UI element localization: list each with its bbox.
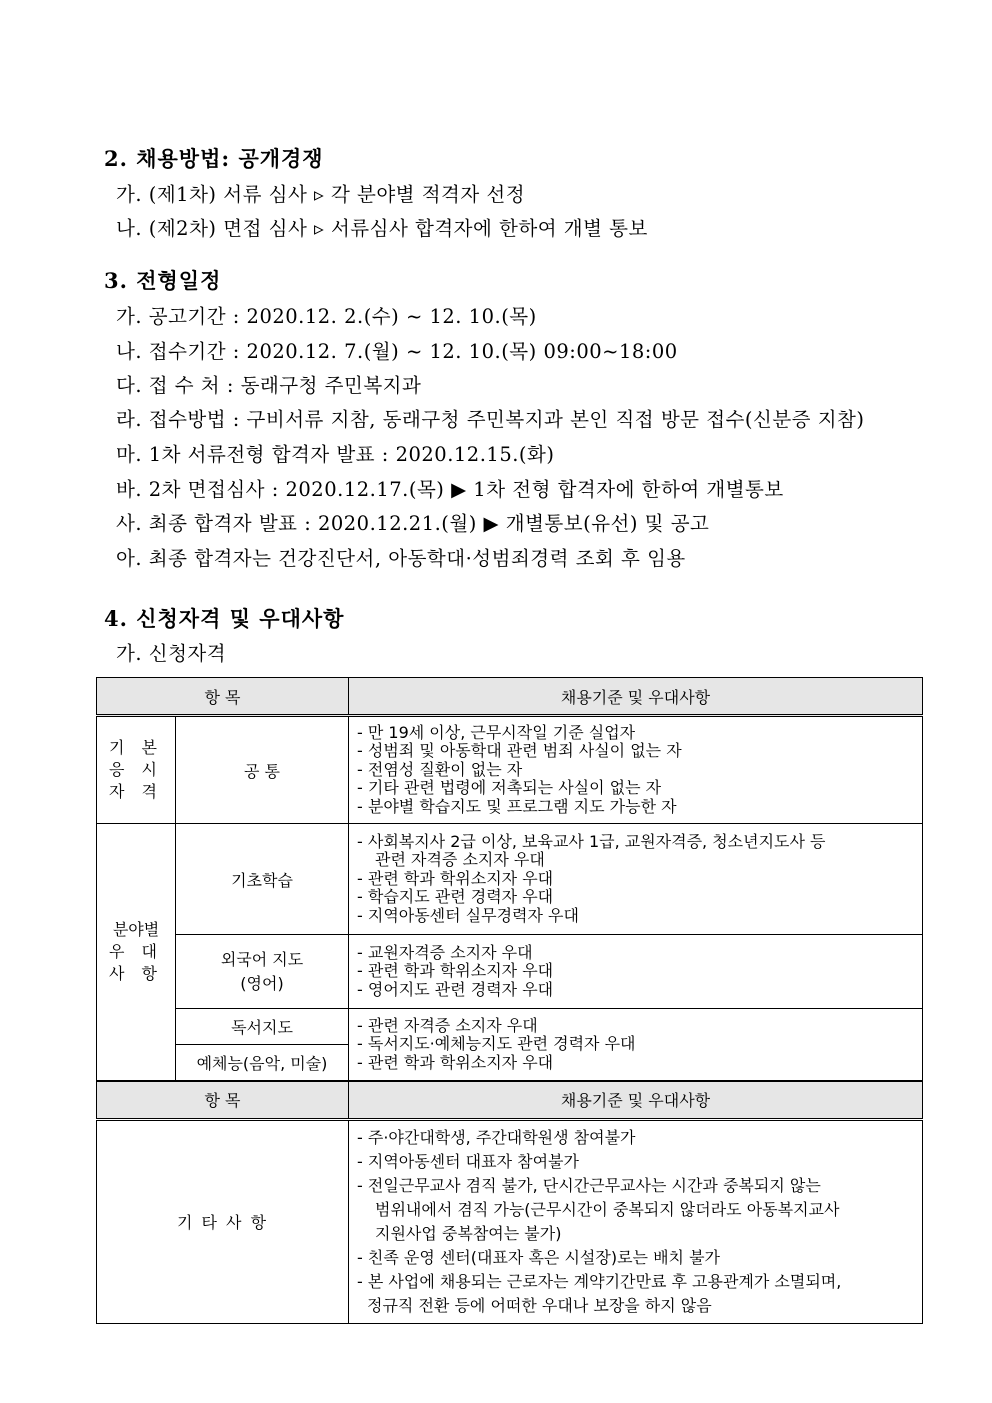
pref-items-reading-arts [349, 1009, 923, 1081]
table-row-etc [97, 1119, 923, 1323]
pref-sub-foreign-language [176, 935, 349, 1009]
section-3-line-1: 가. 공고기간 : 2020.12. 2.(수) ~ 12. 10.(목) [116, 305, 537, 328]
list-item: - 관련 자격증 소지자 우대 [357, 1015, 538, 1035]
section-3-line-8: 아. 최종 합격자는 건강진단서, 아동학대·성범죄경력 조회 후 임용 [116, 547, 686, 570]
list-item: - 지역아동센터 대표자 참여불가 [357, 1151, 579, 1171]
list-item: 정규직 전환 등에 어떠한 우대나 보장을 하지 않음 [367, 1295, 712, 1315]
pref-items-basic-learning [349, 824, 923, 935]
table-header-row [97, 678, 923, 716]
table-row-basic-learning [97, 824, 923, 935]
pref-items-foreign-language [349, 935, 923, 1009]
etc-items-cell [349, 1119, 923, 1323]
section-3-line-2: 나. 접수기간 : 2020.12. 7.(월) ~ 12. 10.(목) 09:00~18:00 [116, 340, 678, 363]
header-criteria-2: 채용기준 및 우대사항 [349, 1081, 923, 1120]
qualification-table [96, 677, 923, 1324]
pref-category-line: 사 항 [109, 963, 163, 983]
list-item: - 영어지도 관련 경력자 우대 [357, 979, 554, 999]
list-item: - 기타 관련 법령에 저촉되는 사실이 없는 자 [357, 778, 662, 798]
etc-category-cell: 기 타 사 항 [97, 1119, 349, 1323]
list-item: - 분야별 학습지도 및 프로그램 지도 가능한 자 [357, 796, 677, 816]
basic-category-line: 자 격 [109, 782, 163, 801]
header-criteria: 채용기준 및 우대사항 [349, 678, 923, 716]
basic-category-line: 기 본 [109, 738, 163, 757]
list-item: - 전염성 질환이 없는 자 [357, 759, 523, 779]
list-item: - 학습지도 관련 경력자 우대 [357, 887, 554, 907]
section-2-heading: 2. 채용방법: 공개경쟁 [104, 146, 324, 171]
pref-sub-reading: 독서지도 [176, 1009, 349, 1045]
header-item: 항 목 [97, 678, 349, 716]
list-item: 지원사업 중복참여는 불가) [375, 1223, 562, 1243]
sub-label-line: 외국어 지도 [220, 949, 304, 969]
section-3-line-6: 바. 2차 면접심사 : 2020.12.17.(목) ▶ 1차 전형 합격자에 한하여 개별통보 [116, 478, 784, 501]
list-item: - 교원자격증 소지자 우대 [357, 942, 533, 962]
pref-category-line: 분야별 [112, 919, 160, 939]
table-header-row-2 [97, 1081, 923, 1120]
pref-category-line: 우 대 [109, 941, 163, 961]
basic-items-cell [349, 716, 923, 824]
list-item: - 친족 운영 센터(대표자 혹은 시설장)로는 배치 불가 [357, 1247, 720, 1267]
basic-category-cell [97, 716, 176, 824]
list-item: - 전일근무교사 겸직 불가, 단시간근무교사는 시간과 중복되지 않는 [357, 1175, 821, 1195]
section-2-line-2: 나. (제2차) 면접 심사 ▹ 서류심사 합격자에 한하여 개별 통보 [116, 217, 648, 240]
list-item: - 관련 학과 학위소지자 우대 [357, 868, 554, 888]
list-item: - 만 19세 이상, 근무시작일 기준 실업자 [357, 722, 636, 742]
section-3-line-5: 마. 1차 서류전형 합격자 발표 : 2020.12.15.(화) [116, 443, 555, 466]
pref-sub-arts: 예체능(음악, 미술) [176, 1045, 349, 1081]
list-item: - 지역아동센터 실무경력자 우대 [357, 905, 579, 925]
table-row-basic [97, 716, 923, 824]
list-item: - 관련 학과 학위소지자 우대 [357, 1052, 554, 1072]
table-row-reading [97, 1009, 923, 1045]
list-item: - 주·야간대학생, 주간대학원생 참여불가 [357, 1127, 636, 1147]
list-item: - 성범죄 및 아동학대 관련 범죄 사실이 없는 자 [357, 741, 682, 761]
section-3-heading: 3. 전형일정 [104, 268, 222, 293]
pref-sub-basic-learning: 기초학습 [176, 824, 349, 935]
section-4-subheading: 가. 신청자격 [116, 642, 227, 665]
list-item: - 관련 학과 학위소지자 우대 [357, 961, 554, 981]
sub-label-line: (영어) [240, 973, 284, 993]
list-item: 범위내에서 겸직 가능(근무시간이 중복되지 않더라도 아동복지교사 [375, 1199, 840, 1219]
list-item: - 사회복지사 2급 이상, 보육교사 1급, 교원자격증, 청소년지도사 등 [357, 831, 826, 851]
section-4-heading: 4. 신청자격 및 우대사항 [104, 606, 345, 631]
list-item: 관련 자격증 소지자 우대 [375, 850, 545, 870]
list-item: - 독서지도·예체능지도 관련 경력자 우대 [357, 1034, 636, 1053]
header-item-2: 항 목 [97, 1081, 349, 1120]
pref-category-cell [97, 824, 176, 1081]
section-3-line-3: 다. 접 수 처 : 동래구청 주민복지과 [116, 374, 422, 397]
section-3-line-4: 라. 접수방법 : 구비서류 지참, 동래구청 주민복지과 본인 직접 방문 접수(신분증 지참) [116, 408, 865, 431]
list-item: - 본 사업에 채용되는 근로자는 계약기간만료 후 고용관계가 소멸되며, [357, 1271, 842, 1291]
section-3-line-7: 사. 최종 합격자 발표 : 2020.12.21.(월) ▶ 개별통보(유선) 및 공고 [116, 512, 710, 535]
basic-sub-cell: 공 통 [176, 716, 349, 824]
section-2-line-1: 가. (제1차) 서류 심사 ▹ 각 분야별 적격자 선정 [116, 183, 526, 206]
basic-category-line: 응 시 [109, 760, 163, 779]
table-row-foreign-language [97, 935, 923, 1009]
